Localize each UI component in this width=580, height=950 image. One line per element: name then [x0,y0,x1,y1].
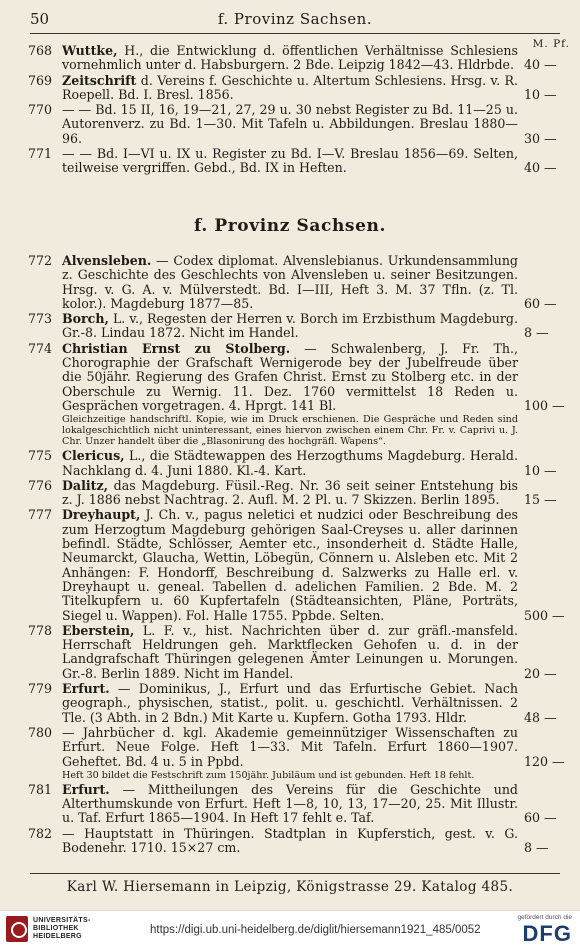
entry-price: 10 — [524,462,557,478]
entries-top [28,44,562,177]
entry-price: 40 — [524,57,557,73]
entry-price: 10 — [524,86,557,102]
catalog-entry [28,312,562,341]
catalog-entry [28,44,562,73]
catalog-entry [28,827,562,856]
price-column-header: M. Pf. [532,38,570,50]
dfg-logo[interactable] [517,914,572,946]
entry-keyword: Dalitz, [62,477,109,493]
entry-number: 773 [28,311,53,327]
entry-price: 48 — [524,709,557,725]
page-number: 50 [30,10,50,28]
entry-keyword: Erfurt. [62,681,110,697]
catalog-entry [28,103,562,146]
library-name-line3: HEIDELBERG [33,933,82,940]
entry-number: 781 [28,781,53,797]
entry-price: 60 — [524,810,557,826]
library-name [33,917,91,941]
entry-number: 776 [28,477,53,493]
entry-keyword: Alvensleben. [62,253,152,268]
university-seal-icon [6,916,28,942]
header-rule [30,33,560,34]
entry-text: J. Ch. v., pagus neletici et nudzici oder Beschreibung des zum Herzogtum Magdeburg gehörigen Saal-Creyses u. aller darinnen befindl. Städte, Schlösser, Aemter etc., insonderheit d. Städte Halle, Neumarckt, Glaucha, Wettin, Löbegün, Cönnern u. Alsleben etc. Mit 2 Anhängen: F. Hondorff, Beschreibung d. Salzwerks zu Halle erl. v. Dreyhaupt u. geneal. Tabellen d. adelichen Familien. 2 Bde. M. 2 Titelkupfern u. 60 Kupfertafeln (Städteansichten, Pläne, Porträts, Siegel u. Wappen). Fol. Halle 1755. Ppbde. Selten. [62,507,518,623]
entry-text: L. v., Regesten der Herren v. Borch im Erzbisthum Magdeburg. Gr.-8. Lindau 1872. Nicht im Handel. [62,311,518,341]
entry-number: 777 [28,507,53,523]
entry-price: 15 — [524,492,557,508]
catalog-entry [28,624,562,681]
library-name-line2: BIBLIOTHEK [33,925,79,932]
entry-price: 100 — [524,397,565,413]
catalog-footer: Karl W. Hiersemann in Leipzig, Königstrasse 29. Katalog 485. [66,879,514,895]
entry-number: 770 [28,102,53,118]
entry-price: 60 — [524,295,557,311]
entry-keyword: Christian Ernst zu Stolberg. [62,340,291,356]
dfg-caption: gefördert durch die [517,914,572,921]
catalog-entry [28,147,562,176]
entry-keyword: Borch, [62,311,109,327]
entry-number: 780 [28,724,53,740]
entry-keyword: Dreyhaupt, [62,507,141,523]
permalink-url[interactable]: https://digi.ub.uni-heidelberg.de/diglit/hiersemann1921_485/0052 [150,924,481,936]
entry-note: Heft 30 bildet die Festschrift zum 150jähr. Jubiläum und ist gebunden. Heft 18 fehlt. [62,769,475,781]
entry-number: 774 [28,340,53,356]
catalog-entry [28,479,562,508]
entry-text: H., die Entwicklung d. öffentlichen Verhältnisse Schlesiens vornehmlich unter d. Habsburgern. 2 Bde. Leipzig 1842—43. Hldrbde. [62,43,518,73]
heidelberg-library-logo[interactable] [6,916,91,942]
catalog-entry [28,340,565,413]
entry-text: — Hauptstatt in Thüringen. Stadtplan in Kupferstich, gest. v. G. Bodenehr. 1710. 15×27 cm. [62,825,518,855]
catalog-entry [28,74,562,103]
entry-text: — Codex diplomat. Alvenslebianus. Urkundensammlung z. Geschichte des Geschlechts von Alvensleben u. seiner Besitzungen. Hrsg. v. G. A. v. Mülverstedt. Bd. I—III, Heft 3. M. 37 Tfln. (z. Tl. kolor.). Magdeburg 1877—85. [62,253,518,311]
entry-keyword: Eberstein, [62,622,135,638]
entry-text: das Magdeburg. Füsil.-Reg. Nr. 36 seit seiner Entstehung bis z. J. 1886 nebst Nachtrag. 2. Aufl. M. 2 Pl. u. 7 Skizzen. Berlin 1895. [62,477,518,508]
entry-price: 500 — [524,607,565,623]
catalog-entry [28,783,562,826]
entry-text: — Jahrbücher d. kgl. Akademie gemeinnütziger Wissenschaften zu Erfurt. Neue Folge. Heft 1—33. Mit Tafeln. Erfurt 1860—1907. Geheftet. Bd. 4 u. 5 in Ppbd. [62,724,518,769]
page-header [30,10,560,32]
catalog-entry [28,449,562,478]
catalog-entry [28,724,565,769]
entry-keyword: Wuttke, [62,43,118,58]
catalog-entry [28,682,562,725]
entry-text: — Dominikus, J., Erfurt und das Erfurtische Gebiet. Nach geograph., physischen, statist., polit. u. geschichtl. Verhältnissen. 2 Tle. (3 Abth. in 2 Bdn.) Mit Karte u. Kupfern. Gotha 1793. Hldr. [62,681,518,725]
entry-number: 769 [28,72,53,88]
dfg-wordmark: DFG [522,921,572,946]
entry-text: d. Vereins f. Geschichte u. Altertum Schlesiens. Hrsg. v. R. Roepell. Bd. I. Bresl. 1856. [62,72,518,102]
entry-keyword: Zeitschrift [62,72,137,88]
entry-number: 772 [28,253,53,268]
entry-number: 778 [28,622,53,638]
entry-text: — — Bd. I—VI u. IX u. Register zu Bd. I—V. Breslau 1856—69. Selten, teilweise vergriffen. Gebd., Bd. IX in Heften. [62,146,518,176]
entry-number: 782 [28,825,53,841]
section-title: f. Provinz Sachsen. [194,216,386,236]
entry-price: 20 — [524,665,557,681]
entry-keyword: Clericus, [62,448,125,464]
entry-number: 775 [28,448,53,464]
entry-number: 768 [28,43,53,58]
running-title: f. Provinz Sachsen. [217,10,373,28]
entry-note: Gleichzeitige handschriftl. Kopie, wie im Druck erschienen. Die Gespräche und Reden sind lokalgeschichtlich nicht uninteressant, eines hiervon zwischen einem Chr. Fr. v. Caprivi u. J. Chr. Unzer handelt über die „Blasonirung des hochgräfl. Wapens“. [62,414,518,448]
entry-text: L. F. v., hist. Nachrichten über d. zur gräfl.-mansfeld. Herrschaft Heldrungen geh. Marktflecken Gehofen u. d. in der Landgrafschaft Thüringen gelegenen Ämter Leinungen u. Morungen. Gr.-8. Berlin 1889. Nicht im Handel. [62,622,518,681]
footer-rule [30,873,560,874]
entry-price: 120 — [524,753,565,769]
entry-price: 8 — [524,325,549,341]
entry-price: 8 — [524,839,549,855]
entries-main [28,253,565,856]
viewer-bar [0,910,580,950]
entry-price: 40 — [524,160,557,176]
library-name-line1: UNIVERSITÄTS- [33,917,91,924]
entry-text: — Schwalenberg, J. Fr. Th., Chorographie der Grafschaft Wernigerode bey der Jubelfreude über die 50jähr. Regierung des Grafen Christ. Ernst zu Stolberg etc. in der Oberschule zu Wernig. 11. Dez. 1760 vermittelst 18 Reden u. Gesprächen vorgetragen. 4. Hprgt. 141 Bl. [62,340,518,413]
entry-keyword: Erfurt. [62,781,110,797]
catalog-entry [28,254,562,311]
entry-text: — — Bd. 15 II, 16, 19—21, 27, 29 u. 30 nebst Register zu Bd. 11—25 u. Autorenverz. zu Bd. 1—30. Mit Tafeln u. Abbildungen. Breslau 1880—96. [62,102,518,146]
entry-number: 779 [28,681,53,697]
entry-price: 30 — [524,130,557,146]
catalog-entry [28,507,565,623]
entry-text: L., die Städtewappen des Herzogthums Magdeburg. Herald. Nachklang d. 4. Juni 1880. Kl.-4. Kart. [62,448,518,478]
entry-number: 771 [28,146,53,162]
entry-text: — Mittheilungen des Vereins für die Geschichte und Alterthumskunde von Erfurt. Heft 1—8, 10, 13, 17—20, 25. Mit Illustr. u. Taf. Erfurt 1865—1904. In Heft 17 fehlt e. Taf. [62,781,518,826]
